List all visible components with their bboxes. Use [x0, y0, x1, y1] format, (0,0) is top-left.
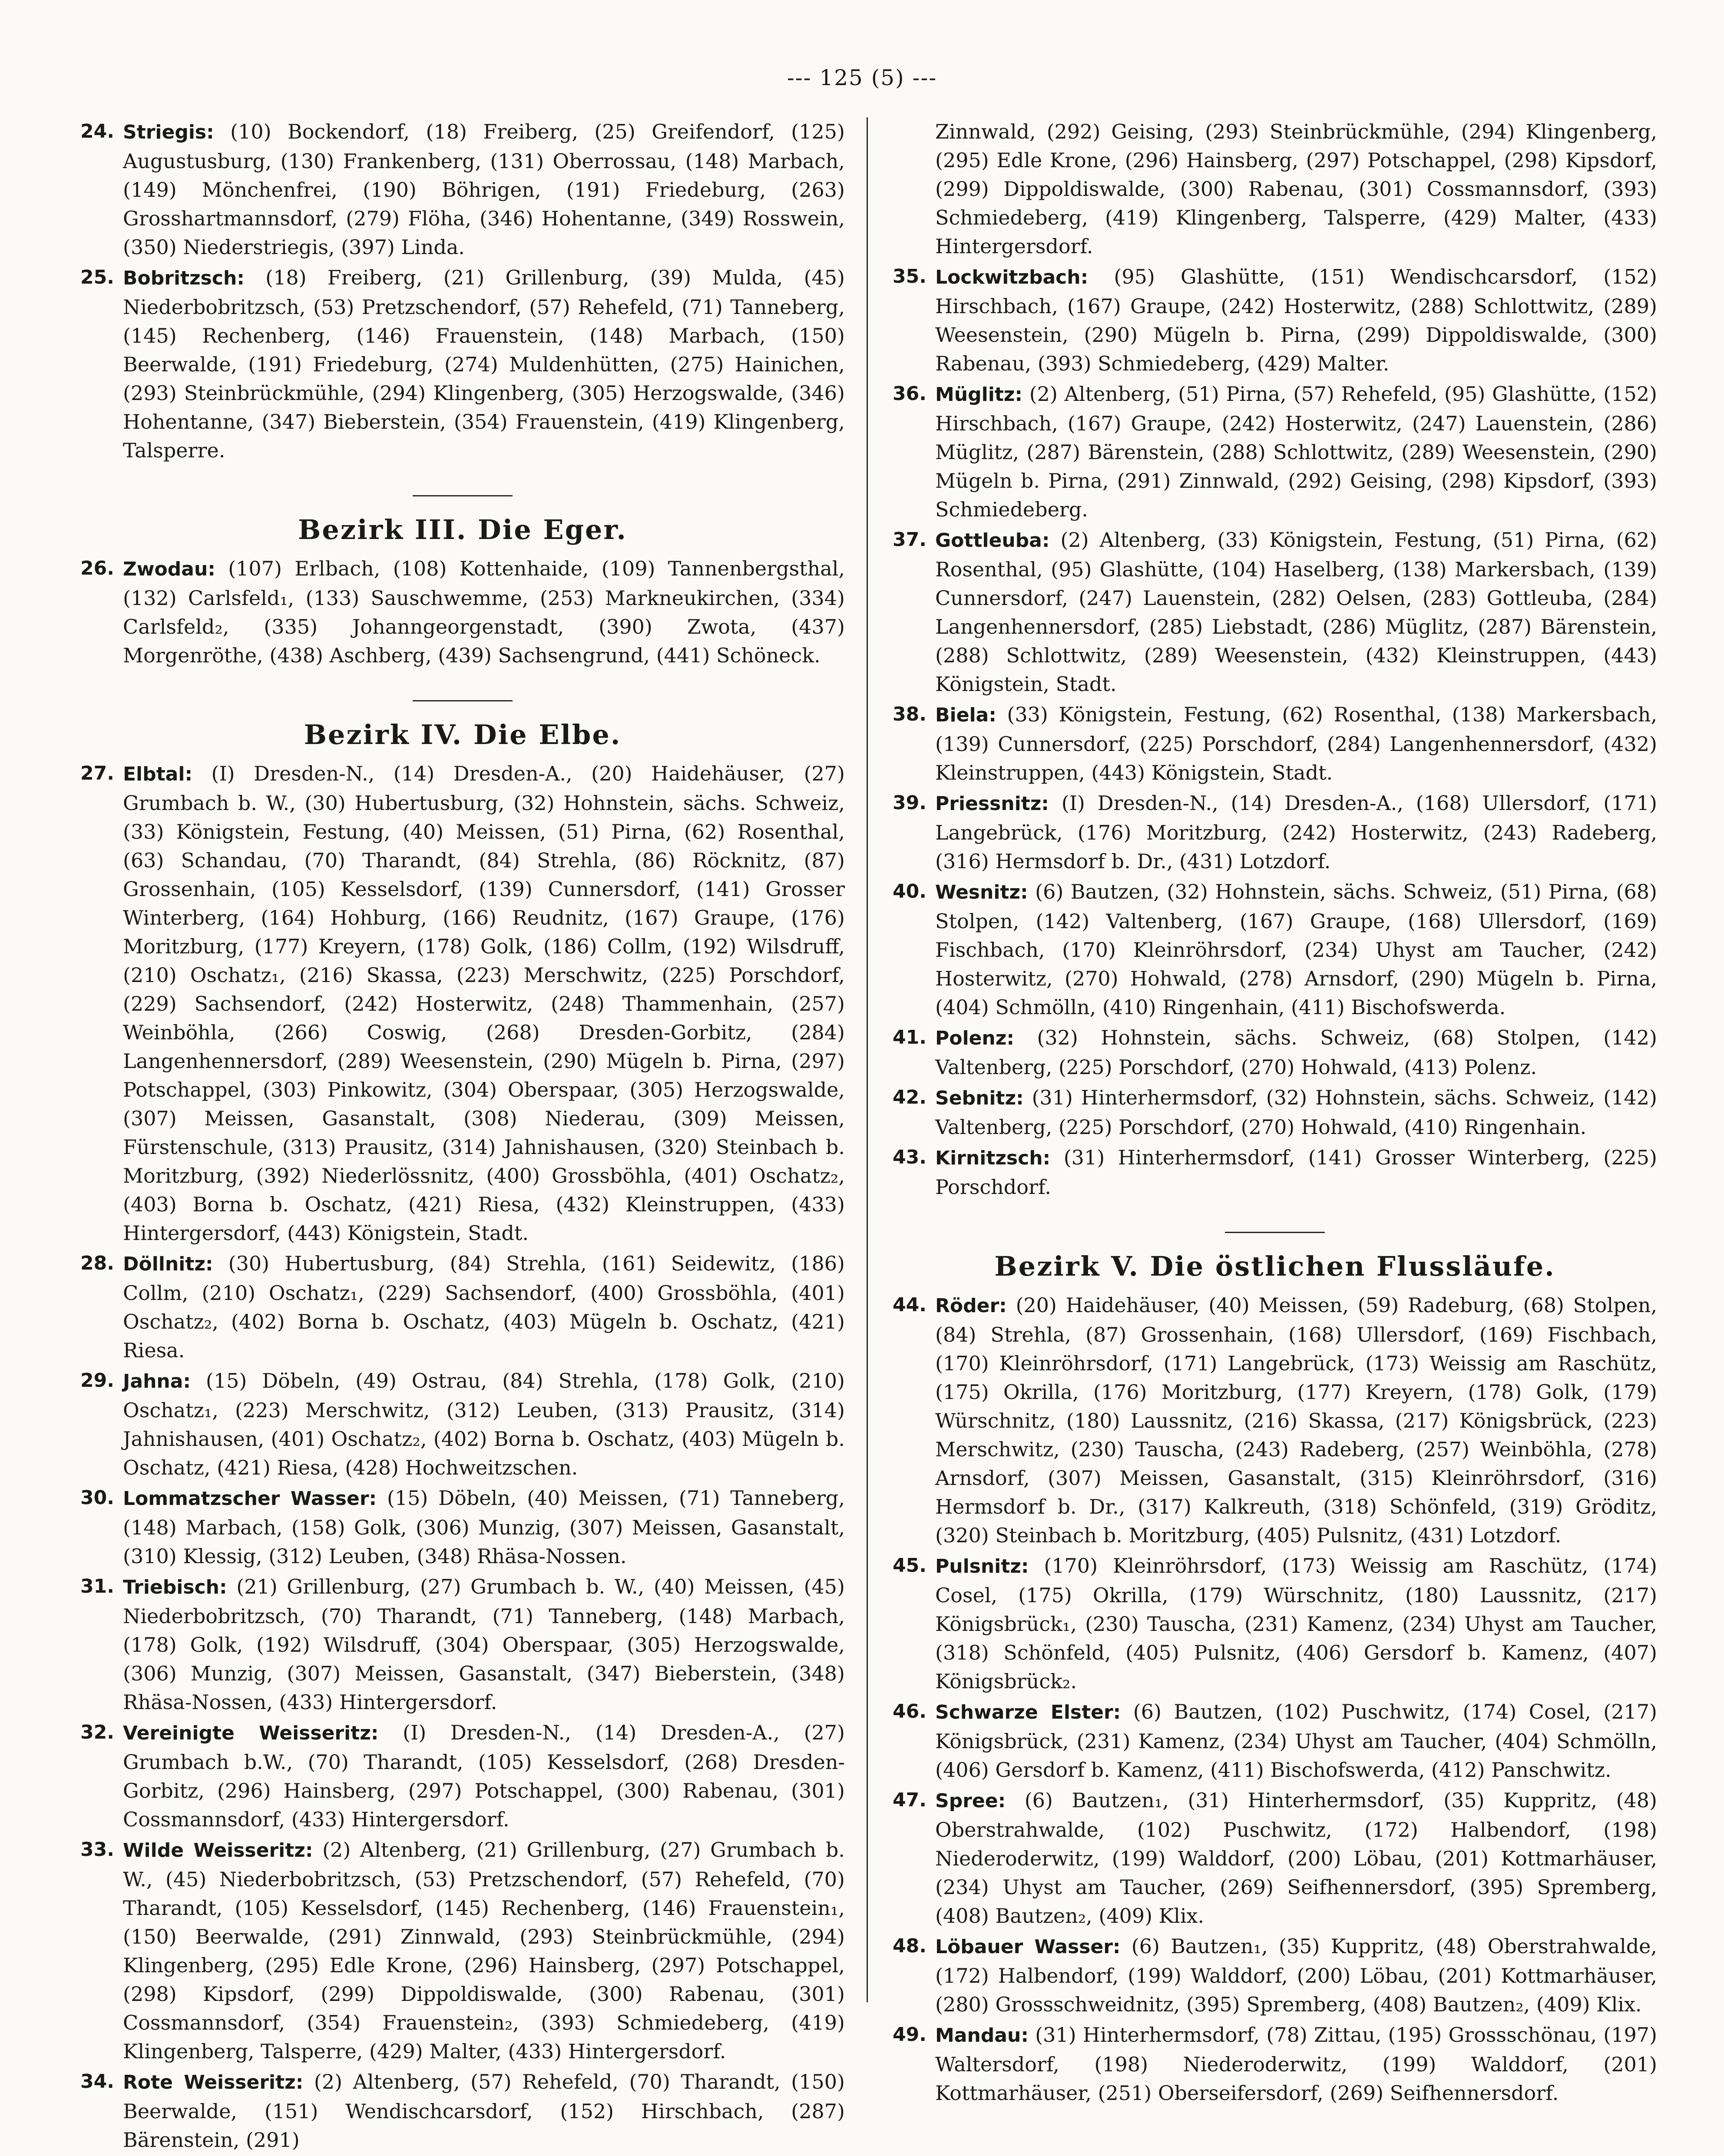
entry-number: 28.	[80, 1252, 114, 1274]
entry-body	[123, 554, 845, 670]
station-list: (31) Hinterhermsdorf, (141) Grosser Winterberg, (225) Porschdorf.	[935, 1146, 1657, 1199]
entry-body	[935, 1083, 1657, 1141]
entry-number: 39.	[893, 792, 927, 814]
list-item	[80, 1572, 845, 1716]
entry-body	[935, 1697, 1657, 1784]
entry-body	[935, 1291, 1657, 1550]
station-list: (10) Bockendorf, (18) Freiberg, (25) Greifendorf, (125) Augustusburg, (130) Frankenberg, (131) Oberrossau, (148) Marbach, (149) Mönchenfrei, (190) Böhrigen, (191) Friedeburg, (263) Grosshartmannsdorf, (279) Flöha, (346) Hohentanne, (349) Rosswein, (350) Niederstriegis, (397) Linda.	[123, 120, 845, 259]
list-item	[893, 1551, 1657, 1696]
entry-body	[935, 1143, 1657, 1201]
entry-body	[123, 1249, 845, 1365]
river-name: Jahna:	[123, 1370, 191, 1392]
list-item	[893, 700, 1657, 787]
entry-number: 47.	[893, 1789, 927, 1811]
list-item	[80, 759, 845, 1247]
station-list: (15) Döbeln, (49) Ostrau, (84) Strehla, (178) Golk, (210) Oschatz₁, (223) Merschwitz, (312) Leuben, (313) Prausitz, (314) Jahnishausen, (401) Oschatz₂, (402) Borna b. Oschatz, (403) Mügeln b. Oschatz, (421) Riesa, (428) Hochweitzschen.	[123, 1369, 845, 1479]
river-name: Döllnitz:	[123, 1253, 213, 1275]
section-rule	[413, 700, 513, 701]
entry-number: 37.	[893, 529, 927, 551]
river-name: Biela:	[935, 704, 996, 726]
entry-body	[935, 700, 1657, 787]
entry-body	[935, 262, 1657, 378]
entry-body	[935, 1932, 1657, 2019]
entry-number: 33.	[80, 1839, 114, 1861]
river-name: Zwodau:	[123, 558, 215, 580]
river-name: Mandau:	[935, 2024, 1029, 2047]
section-rule	[413, 495, 513, 496]
station-list: (32) Hohnstein, sächs. Schweiz, (68) Stolpen, (142) Valtenberg, (225) Porschdorf, (270) Hohwald, (413) Polenz.	[935, 1026, 1657, 1079]
river-name: Bobritzsch:	[123, 267, 245, 289]
entry-number: 34.	[80, 2070, 114, 2093]
river-name: Priessnitz:	[935, 793, 1049, 815]
station-list: (15) Döbeln, (40) Meissen, (71) Tanneberg, (148) Marbach, (158) Golk, (306) Munzig, (307) Meissen, Gasanstalt, (310) Klessig, (312) Leuben, (348) Rhäsa-Nossen.	[123, 1486, 845, 1568]
river-name: Müglitz:	[935, 384, 1023, 406]
river-name: Gottleuba:	[935, 529, 1050, 552]
list-item	[893, 1697, 1657, 1784]
entry-number: 35.	[893, 265, 927, 288]
list-item	[893, 380, 1657, 524]
entry-number: 45.	[893, 1554, 927, 1577]
list-item	[893, 2020, 1657, 2107]
river-name: Polenz:	[935, 1027, 1014, 1049]
station-list: (107) Erlbach, (108) Kottenhaide, (109) Tannenbergsthal, (132) Carlsfeld₁, (133) Sauschwemme, (253) Markneukirchen, (334) Carlsfeld₂, (335) Johanngeorgenstadt, (390) Zwota, (437) Morgenröthe, (438) Aschberg, (439) Sachsengrund, (441) Schöneck.	[123, 557, 845, 667]
station-list: (2) Altenberg, (33) Königstein, Festung, (51) Pirna, (62) Rosenthal, (95) Glashütte, (104) Haselberg, (138) Markersbach, (139) Cunnersdorf, (247) Lauenstein, (282) Oelsen, (283) Gottleuba, (284) Langenhennersdorf, (285) Liebstadt, (286) Müglitz, (287) Bärenstein, (288) Schlottwitz, (289) Weesenstein, (432) Kleinstruppen, (443) Königstein, Stadt.	[935, 528, 1657, 696]
station-list: (170) Kleinröhrsdorf, (173) Weissig am Raschütz, (174) Cosel, (175) Okrilla, (179) Würschnitz, (180) Laussnitz, (217) Königsbrück₁, (230) Tauscha, (231) Kamenz, (234) Uhyst am Taucher, (318) Schönfeld, (405) Pulsnitz, (406) Gersdorf b. Kamenz, (407) Königsbrück₂.	[935, 1554, 1657, 1693]
list-item	[893, 262, 1657, 378]
entry-number: 46.	[893, 1700, 927, 1723]
list-item	[80, 2067, 845, 2154]
station-list: Zinnwald, (292) Geising, (293) Steinbrückmühle, (294) Klingenberg, (295) Edle Krone, (296) Hainsberg, (297) Potschappel, (298) Kipsdorf, (299) Dippoldiswalde, (300) Rabenau, (301) Cossmannsdorf, (393) Schmiedeberg, (419) Klingenberg, Talsperre, (429) Malter, (433) Hintergersdorf.	[935, 120, 1657, 258]
entry-body	[123, 263, 845, 465]
entry-body	[123, 1835, 845, 2066]
river-name: Rote Weisseritz:	[123, 2071, 304, 2093]
station-list: (21) Grillenburg, (27) Grumbach b. W., (40) Meissen, (45) Niederbobritzsch, (70) Tharandt, (71) Tanneberg, (148) Marbach, (178) Golk, (192) Wilsdruff, (304) Oberspaar, (305) Herzogswalde, (306) Munzig, (307) Meissen, Gasanstalt, (347) Bieberstein, (348) Rhäsa-Nossen, (433) Hintergersdorf.	[123, 1575, 845, 1714]
list-item	[893, 1143, 1657, 1201]
station-list: (18) Freiberg, (21) Grillenburg, (39) Mulda, (45) Niederbobritzsch, (53) Pretzschendorf, (57) Rehefeld, (71) Tanneberg, (145) Rechenberg, (146) Frauenstein, (148) Marbach, (150) Beerwalde, (191) Friedeburg, (274) Muldenhütten, (275) Hainichen, (293) Steinbrückmühle, (294) Klingenberg, (305) Herzogswalde, (346) Hohentanne, (347) Bieberstein, (354) Frauenstein, (419) Klingenberg, Talsperre.	[123, 266, 845, 462]
entry-number: 26.	[80, 557, 114, 579]
station-list: (33) Königstein, Festung, (62) Rosenthal, (138) Markersbach, (139) Cunnersdorf, (225) Porschdorf, (284) Langenhennersdorf, (432) Kleinstruppen, (443) Königstein, Stadt.	[935, 703, 1657, 784]
entry-number: 42.	[893, 1086, 927, 1108]
river-name: Wilde Weisseritz:	[123, 1839, 313, 1862]
entry-number: 48.	[893, 1935, 927, 1957]
entry-body	[123, 1718, 845, 1834]
river-name: Triebisch:	[123, 1576, 227, 1598]
river-name: Schwarze Elster:	[935, 1701, 1121, 1723]
entry-number: 32.	[80, 1721, 114, 1743]
station-list: (95) Glashütte, (151) Wendischcarsdorf, (152) Hirschbach, (167) Graupe, (242) Hosterwitz, (288) Schlottwitz, (289) Weesenstein, (290) Mügeln b. Pirna, (299) Dippoldiswalde, (300) Rabenau, (393) Schmiedeberg, (429) Malter.	[935, 265, 1657, 375]
section-heading-elbe: Bezirk IV. Die Elbe.	[304, 719, 622, 751]
river-name: Spree:	[935, 1790, 1006, 1812]
entry-number: 27.	[80, 762, 114, 784]
entry-body	[935, 1023, 1657, 1081]
entry-body	[123, 1572, 845, 1716]
entry-number: 31.	[80, 1575, 114, 1597]
entry-number: 30.	[80, 1487, 114, 1509]
section-heading-eger: Bezirk III. Die Eger.	[298, 514, 627, 546]
river-name: Lockwitzbach:	[935, 266, 1089, 288]
list-item	[80, 263, 845, 465]
river-name: Röder:	[935, 1295, 1007, 1317]
station-list: (2) Altenberg, (57) Rehefeld, (70) Tharandt, (150) Beerwalde, (151) Wendischcarsdorf, (152) Hirschbach, (287) Bärenstein, (291)	[123, 2070, 845, 2152]
column-divider	[867, 117, 868, 2002]
station-list: (20) Haidehäuser, (40) Meissen, (59) Radeburg, (68) Stolpen, (84) Strehla, (87) Grossenhain, (168) Ullersdorf, (169) Fischbach, (170) Kleinröhrsdorf, (171) Langebrück, (173) Weissig am Raschütz, (175) Okrilla, (176) Moritzburg, (177) Kreyern, (178) Golk, (179) Würschnitz, (180) Laussnitz, (216) Skassa, (217) Königsbrück, (223) Merschwitz, (230) Tauscha, (243) Radeberg, (257) Weinböhla, (278) Arnsdorf, (307) Meissen, Gasanstalt, (315) Kleinröhrsdorf, (316) Hermsdorf b. Dr., (317) Kalkreuth, (318) Schönfeld, (319) Gröditz, (320) Steinbach b. Moritzburg, (405) Pulsnitz, (431) Lotzdorf.	[935, 1293, 1657, 1547]
list-item	[893, 789, 1657, 876]
entry-body	[935, 789, 1657, 876]
list-item	[893, 1786, 1657, 1930]
entry-number: 38.	[893, 703, 927, 725]
entry-number: 41.	[893, 1026, 927, 1048]
entry-number: 49.	[893, 2024, 927, 2046]
river-name: Vereinigte Weisseritz:	[123, 1722, 379, 1744]
entry-body	[123, 1484, 845, 1571]
entry-body	[935, 1551, 1657, 1696]
list-item	[80, 1484, 845, 1571]
river-name: Sebnitz:	[935, 1087, 1024, 1109]
list-item	[80, 117, 845, 261]
entry-body	[935, 2020, 1657, 2107]
river-name: Pulsnitz:	[935, 1555, 1029, 1577]
station-list: (I) Dresden-N., (14) Dresden-A., (27) Grumbach b.W., (70) Tharandt, (105) Kesselsdorf, (268) Dresden-Gorbitz, (296) Hainsberg, (297) Potschappel, (300) Rabenau, (301) Cossmannsdorf, (433) Hintergersdorf.	[123, 1721, 845, 1831]
section-heading-ost: Bezirk V. Die östlichen Flussläufe.	[994, 1250, 1555, 1282]
entry-number: 36.	[893, 383, 927, 405]
page-number: --- 125 (5) ---	[787, 65, 937, 90]
entry-body	[123, 117, 845, 261]
section-rule	[1225, 1232, 1325, 1233]
river-name: Striegis:	[123, 121, 214, 143]
list-item-continuation	[893, 117, 1657, 261]
list-item	[893, 1023, 1657, 1081]
list-item	[80, 1366, 845, 1482]
list-item	[80, 1718, 845, 1834]
right-column	[893, 117, 1657, 2109]
river-name: Kirnitzsch:	[935, 1147, 1051, 1169]
river-name: Wesnitz:	[935, 881, 1028, 903]
station-list: (31) Hinterhermsdorf, (78) Zittau, (195) Grossschönau, (197) Waltersdorf, (198) Niederoderwitz, (199) Walddorf, (201) Kottmarhäuser, (251) Oberseifersdorf, (269) Seifhennersdorf.	[935, 2023, 1657, 2105]
list-item	[893, 1932, 1657, 2019]
river-name: Lommatzscher Wasser:	[123, 1488, 377, 1510]
entry-number: 40.	[893, 880, 927, 903]
entry-body	[935, 877, 1657, 1022]
list-item	[893, 877, 1657, 1022]
station-list: (6) Bautzen₁, (35) Kuppritz, (48) Oberstrahwalde, (172) Halbendorf, (199) Walddorf, (200) Löbau, (201) Kottmarhäuser, (280) Grossschweidnitz, (395) Spremberg, (408) Bautzen₂, (409) Klix.	[935, 1934, 1658, 2016]
list-item	[80, 1835, 845, 2066]
left-column	[80, 117, 845, 2156]
list-item	[893, 1083, 1657, 1141]
list-item	[893, 1291, 1657, 1550]
entry-body	[123, 2067, 845, 2154]
station-list: (6) Bautzen₁, (31) Hinterhermsdorf, (35) Kuppritz, (48) Oberstrahwalde, (102) Puschwitz, (172) Halbendorf, (198) Niederoderwitz, (199) Walddorf, (200) Löbau, (201) Kottmarhäuser, (234) Uhyst am Taucher, (269) Seifhennersdorf, (395) Spremberg, (408) Bautzen₂, (409) Klix.	[935, 1789, 1657, 1928]
station-list: (I) Dresden-N., (14) Dresden-A., (168) Ullersdorf, (171) Langebrück, (176) Moritzburg, (242) Hosterwitz, (243) Radeberg, (316) Hermsdorf b. Dr., (431) Lotzdorf.	[935, 791, 1657, 873]
entry-body	[123, 759, 845, 1247]
station-list: (6) Bautzen, (32) Hohnstein, sächs. Schweiz, (51) Pirna, (68) Stolpen, (142) Valtenberg, (167) Graupe, (168) Ullersdorf, (169) Fischbach, (170) Kleinröhrsdorf, (234) Uhyst am Taucher, (242) Hosterwitz, (270) Hohwald, (278) Arnsdorf, (290) Mügeln b. Pirna, (404) Schmölln, (410) Ringenhain, (411) Bischofswerda.	[935, 880, 1657, 1019]
entry-number: 43.	[893, 1146, 927, 1168]
station-list: (30) Hubertusburg, (84) Strehla, (161) Seidewitz, (186) Collm, (210) Oschatz₁, (229) Sachsendorf, (400) Grossböhla, (401) Oschatz₂, (402) Borna b. Oschatz, (403) Mügeln b. Oschatz, (421) Riesa.	[123, 1252, 845, 1362]
river-name: Elbtal:	[123, 763, 193, 785]
entry-body	[123, 1366, 845, 1482]
entry-body	[935, 526, 1657, 698]
entry-body	[935, 380, 1657, 524]
list-item	[893, 526, 1657, 698]
entry-body	[935, 1786, 1657, 1930]
list-item	[80, 1249, 845, 1365]
station-list: (2) Altenberg, (21) Grillenburg, (27) Grumbach b. W., (45) Niederbobritzsch, (53) Pretzschendorf, (57) Rehefeld, (70) Tharandt, (105) Kesselsdorf, (145) Rechenberg, (146) Frauenstein₁, (150) Beerwalde, (291) Zinnwald, (293) Steinbrückmühle, (294) Klingenberg, (295) Edle Krone, (296) Hainsberg, (297) Potschappel, (298) Kipsdorf, (299) Dippoldiswalde, (300) Rabenau, (301) Cossmannsdorf, (354) Frauenstein₂, (393) Schmiedeberg, (419) Klingenberg, Talsperre, (429) Malter, (433) Hintergersdorf.	[123, 1838, 845, 2063]
station-list: (6) Bautzen, (102) Puschwitz, (174) Cosel, (217) Königsbrück, (231) Kamenz, (234) Uhyst am Taucher, (404) Schmölln, (406) Gersdorf b. Kamenz, (411) Bischofswerda, (412) Panschwitz.	[935, 1700, 1657, 1782]
entry-number: 24.	[80, 120, 114, 142]
entry-number: 29.	[80, 1369, 114, 1392]
entry-number: 25.	[80, 266, 114, 288]
station-list: (I) Dresden-N., (14) Dresden-A., (20) Haidehäuser, (27) Grumbach b. W., (30) Hubertusburg, (32) Hohnstein, sächs. Schweiz, (33) Königstein, Festung, (40) Meissen, (51) Pirna, (62) Rosenthal, (63) Schandau, (70) Tharandt, (84) Strehla, (86) Röcknitz, (87) Grossenhain, (105) Kesselsdorf, (139) Cunnersdorf, (141) Grosser Winterberg, (164) Hohburg, (166) Reudnitz, (167) Graupe, (176) Moritzburg, (177) Kreyern, (178) Golk, (186) Collm, (192) Wilsdruff, (210) Oschatz₁, (216) Skassa, (223) Merschwitz, (225) Porschdorf, (229) Sachsendorf, (242) Hosterwitz, (248) Thammenhain, (257) Weinböhla, (266) Coswig, (268) Dresden-Gorbitz, (284) Langenhennersdorf, (289) Weesenstein, (290) Mügeln b. Pirna, (297) Potschappel, (303) Pinkowitz, (304) Oberspaar, (305) Herzogswalde, (307) Meissen, Gasanstalt, (308) Niederau, (309) Meissen, Fürstenschule, (313) Prausitz, (314) Jahnishausen, (320) Steinbach b. Moritzburg, (392) Niederlössnitz, (400) Grossböhla, (401) Oschatz₂, (403) Borna b. Oschatz, (421) Riesa, (432) Kleinstruppen, (433) Hintergersdorf, (443) Königstein, Stadt.	[123, 762, 845, 1245]
station-list: (2) Altenberg, (51) Pirna, (57) Rehefeld, (95) Glashütte, (152) Hirschbach, (167) Graupe, (242) Hosterwitz, (247) Lauenstein, (286) Müglitz, (287) Bärenstein, (288) Schlottwitz, (289) Weesenstein, (290) Mügeln b. Pirna, (291) Zinnwald, (292) Geising, (298) Kipsdorf, (393) Schmiedeberg.	[935, 382, 1657, 521]
river-name: Löbauer Wasser:	[935, 1936, 1121, 1958]
station-list: (31) Hinterhermsdorf, (32) Hohnstein, sächs. Schweiz, (142) Valtenberg, (225) Porschdorf, (270) Hohwald, (410) Ringenhain.	[935, 1086, 1657, 1139]
entry-number: 44.	[893, 1294, 927, 1316]
list-item	[80, 554, 845, 670]
